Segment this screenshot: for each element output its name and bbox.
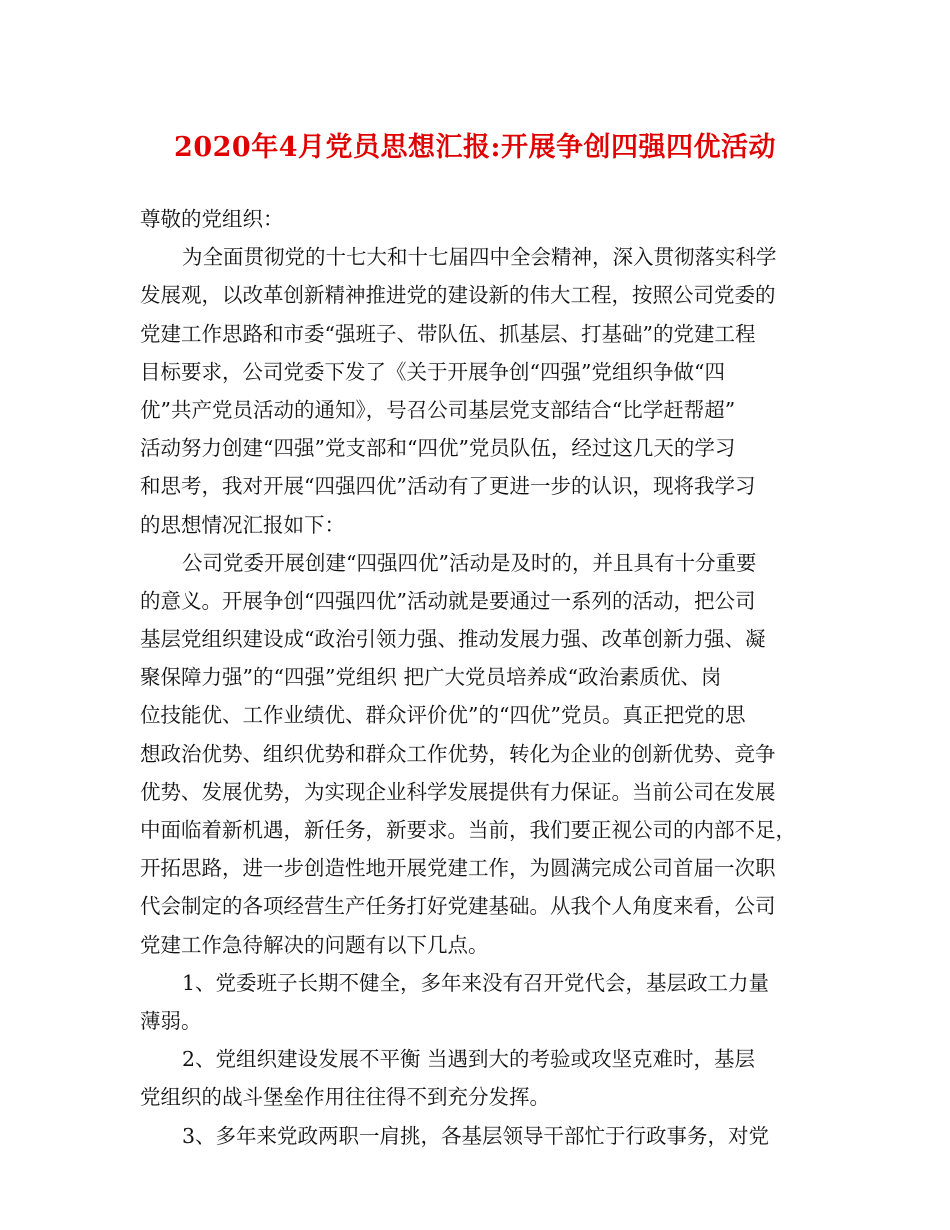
paragraph-line: 发展观，以改革创新精神推进党的建设新的伟大工程，按照公司党委的 <box>140 283 776 308</box>
salutation-line: 尊敬的党组织： <box>140 207 284 231</box>
list-item-line: 3、多年来党政两职一肩挑，各基层领导干部忙于行政事务，对党 <box>182 1123 770 1148</box>
paragraph-line: 公司党委开展创建“四强四优”活动是及时的，并且具有十分重要 <box>182 550 757 575</box>
paragraph-line: 想政治优势、组织优势和群众工作优势，转化为企业的创新优势、竞争 <box>140 741 776 766</box>
paragraph-line: 的意义。开展争创“四强四优”活动就是要通过一系列的活动，把公司 <box>140 588 756 613</box>
document-body <box>140 200 820 1155</box>
list-item-line: 薄弱。 <box>140 1008 202 1033</box>
document-title: 2020年4月党员思想汇报:开展争创四强四优活动 <box>174 132 776 163</box>
paragraph-line: 优”共产党员活动的通知》，号召公司基层党支部结合“比学赶帮超” <box>140 397 736 422</box>
paragraph-line: 代会制定的各项经营生产任务打好党建基础。从我个人角度来看，公司 <box>140 894 776 919</box>
list-item-line: 2、党组织建设发展不平衡 当遇到大的考验或攻坚克难时，基层 <box>182 1047 756 1072</box>
paragraph-line: 聚保障力强”的“四强”党组织 把广大党员培养成“政治素质优、岗 <box>140 665 722 690</box>
paragraph-line: 活动努力创建“四强”党支部和“四优”党员队伍，经过这几天的学习 <box>140 436 736 461</box>
paragraph-line: 的思想情况汇报如下： <box>140 512 345 537</box>
paragraph-line: 优势、发展优势，为实现企业科学发展提供有力保证。当前公司在发展 <box>140 779 776 804</box>
paragraph-line: 党建工作急待解决的问题有以下几点。 <box>140 932 489 957</box>
paragraph-line: 为全面贯彻党的十七大和十七届四中全会精神，深入贯彻落实科学 <box>182 245 777 270</box>
list-item-line: 1、党委班子长期不健全，多年来没有召开党代会，基层政工力量 <box>182 970 770 995</box>
paragraph-line: 党建工作思路和市委“强班子、带队伍、抓基层、打基础”的党建工程 <box>140 321 756 346</box>
paragraph-line: 位技能优、工作业绩优、群众评价优”的“四优”党员。真正把党的思 <box>140 703 746 728</box>
paragraph-line: 中面临着新机遇，新任务，新要求。当前，我们要正视公司的内部不足， <box>140 818 796 842</box>
paragraph-line: 目标要求，公司党委下发了《关于开展争创“四强”党组织争做“四 <box>140 359 725 384</box>
paragraph-line: 开拓思路，进一步创造性地开展党建工作，为圆满完成公司首届一次职 <box>140 856 776 881</box>
list-item-line: 党组织的战斗堡垒作用往往得不到充分发挥。 <box>140 1085 550 1110</box>
paragraph-line: 和思考，我对开展“四强四优”活动有了更进一步的认识，现将我学习 <box>140 474 756 499</box>
paragraph-line: 基层党组织建设成“政治引领力强、推动发展力强、改革创新力强、凝 <box>140 627 766 652</box>
